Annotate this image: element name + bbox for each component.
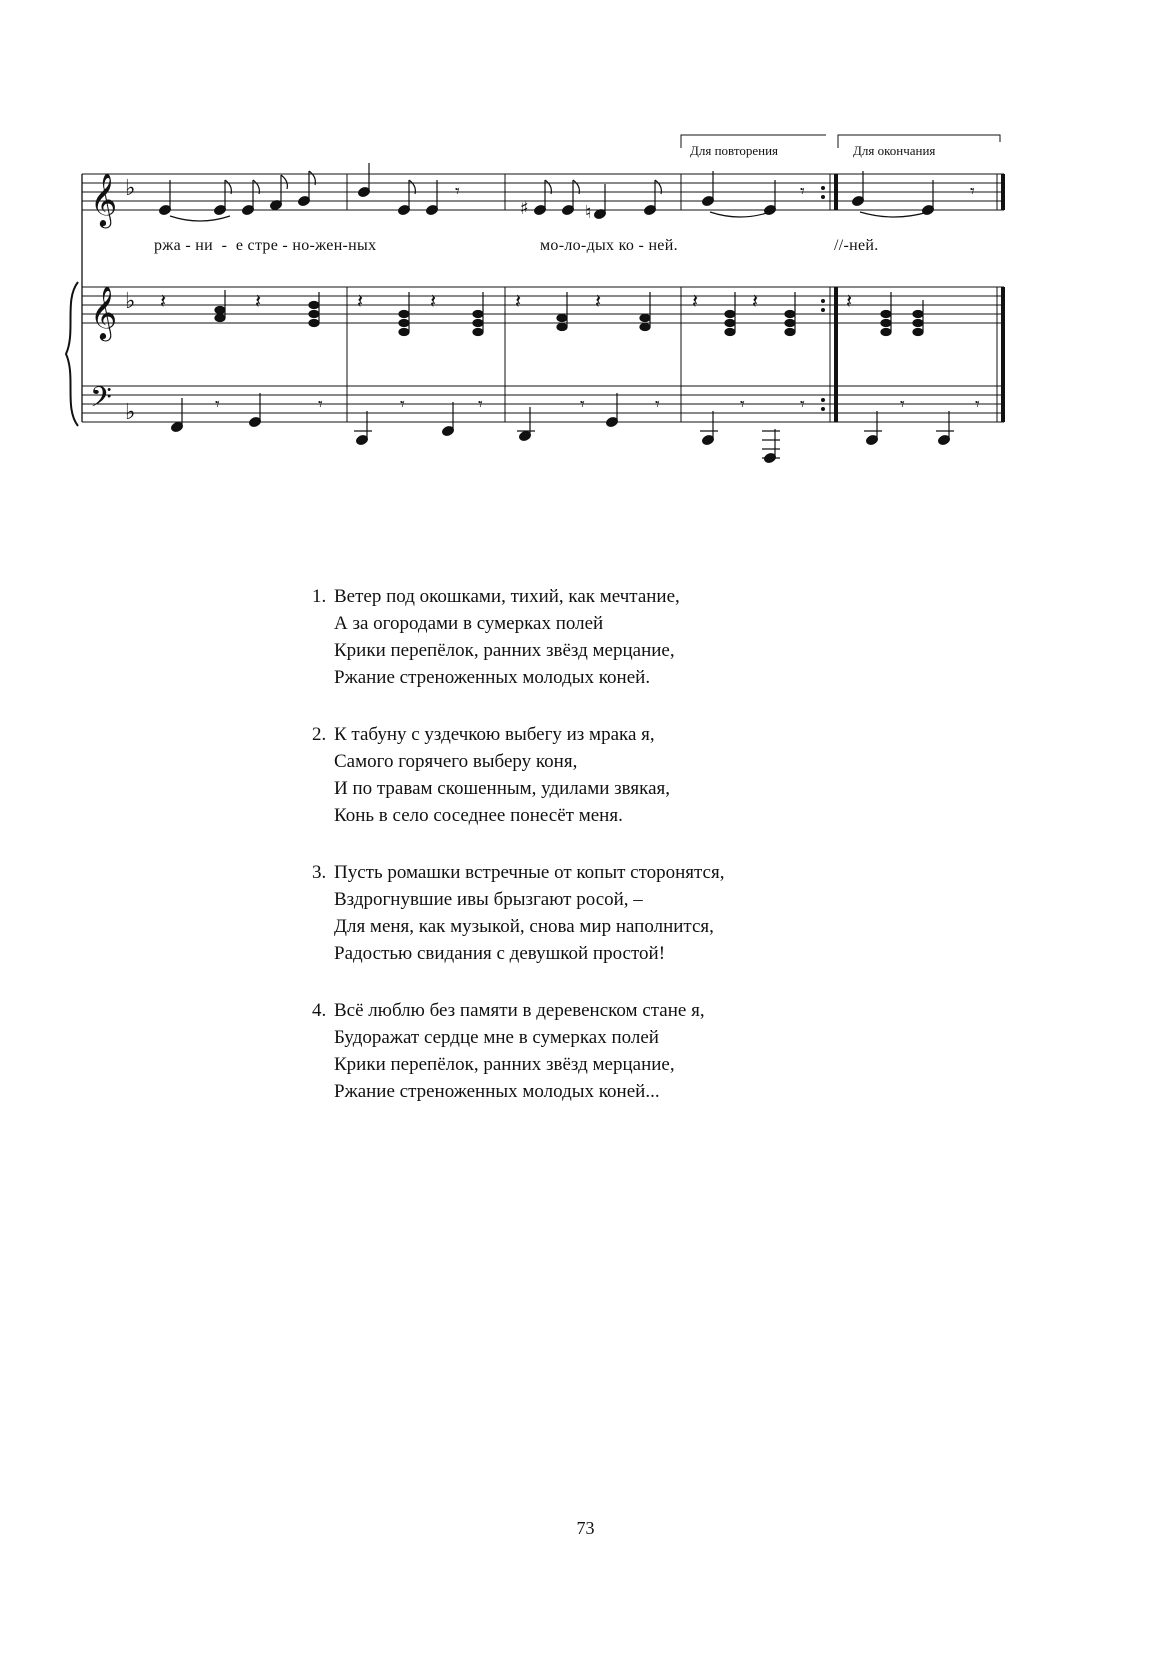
svg-text:𝄽: 𝄽: [515, 289, 522, 313]
page-number: 73: [576, 1518, 595, 1538]
verse-1: [312, 583, 724, 691]
verse-2: [312, 721, 724, 829]
verses: [312, 583, 724, 1135]
svg-text:𝄾: 𝄾: [655, 394, 660, 415]
svg-text:𝄽: 𝄽: [160, 289, 167, 313]
piano-brace: [66, 282, 78, 426]
verse-line: Ржание стреноженных молодых коней.: [334, 667, 651, 688]
svg-text:𝄽: 𝄽: [430, 289, 437, 313]
verse-line: Всё люблю без памяти в деревенском стане я,: [334, 1000, 705, 1021]
piano-bass-staff: [82, 386, 1004, 422]
verse-line: Ржание стреноженных молодых коней...: [334, 1081, 660, 1102]
svg-text:𝄾: 𝄾: [740, 394, 745, 415]
repeat-dots: [821, 186, 825, 411]
verse-line: Вздрогнувшие ивы брызгают росой, –: [334, 889, 643, 910]
svg-text:𝄽: 𝄽: [357, 289, 364, 313]
lyrics-part-3: //-ней.: [834, 237, 879, 254]
music-score: [0, 0, 1171, 470]
flat-icon: ♭: [125, 176, 136, 201]
verse-line: Радостью свидания с девушкой простой!: [334, 943, 666, 964]
svg-text:𝄾: 𝄾: [975, 394, 980, 415]
verse-line: Ветер под окошками, тихий, как мечтание,: [334, 586, 680, 607]
flat-icon: ♭: [125, 289, 136, 314]
verse-line: Крики перепёлок, ранних звёзд мерцание,: [334, 1054, 675, 1075]
verse-line: Пусть ромашки встречные от копыт сторонятся,: [334, 862, 725, 883]
vocal-staff: [82, 174, 1004, 210]
svg-text:♯: ♯: [520, 198, 529, 219]
verse-line: Самого горячего выберу коня,: [334, 751, 578, 772]
verse-line: Крики перепёлок, ранних звёзд мерцание,: [334, 640, 675, 661]
verse-number: 1.: [312, 586, 327, 607]
verse-3: [312, 859, 724, 967]
svg-text:𝄾: 𝄾: [400, 394, 405, 415]
verse-line: Для меня, как музыкой, снова мир наполнится,: [334, 916, 714, 937]
svg-text:♮: ♮: [585, 202, 592, 223]
svg-text:𝄽: 𝄽: [255, 289, 262, 313]
lyrics-part-1: ржа - ни - е стре - но-жен-ных: [154, 237, 377, 254]
barlines: [347, 174, 1003, 422]
svg-text:𝄽: 𝄽: [846, 289, 853, 313]
treble-clef-icon: 𝄞: [90, 285, 118, 339]
svg-text:𝄾: 𝄾: [970, 181, 975, 202]
verse-4: [312, 997, 724, 1105]
verse-number: 4.: [312, 1000, 327, 1021]
bass-clef-icon: 𝄢: [90, 381, 112, 421]
volta-first-ending-label: Для повторения: [690, 143, 779, 158]
svg-text:𝄽: 𝄽: [752, 289, 759, 313]
svg-text:𝄽: 𝄽: [692, 289, 699, 313]
verse-number: 3.: [312, 862, 327, 883]
svg-text:𝄾: 𝄾: [900, 394, 905, 415]
verse-line: К табуну с уздечкою выбегу из мрака я,: [334, 724, 655, 745]
lyrics-part-2: мо-ло-дых ко - ней.: [540, 237, 678, 254]
treble-clef-icon: 𝄞: [90, 172, 118, 226]
volta-second-ending-label: Для окончания: [853, 143, 936, 158]
svg-text:𝄾: 𝄾: [215, 394, 220, 415]
verse-line: А за огородами в сумерках полей: [334, 613, 604, 634]
svg-text:𝄾: 𝄾: [318, 394, 323, 415]
verse-number: 2.: [312, 724, 327, 745]
verse-line: Будоражат сердце мне в сумерках полей: [334, 1027, 659, 1048]
svg-text:𝄾: 𝄾: [478, 394, 483, 415]
verse-line: Конь в село соседнее понесёт меня.: [334, 805, 623, 826]
svg-text:𝄾: 𝄾: [800, 181, 805, 202]
flat-icon: ♭: [125, 400, 136, 425]
svg-text:𝄾: 𝄾: [455, 181, 460, 202]
svg-text:𝄾: 𝄾: [580, 394, 585, 415]
svg-text:𝄾: 𝄾: [800, 394, 805, 415]
svg-text:𝄽: 𝄽: [595, 289, 602, 313]
verse-line: И по травам скошенным, удилами звякая,: [334, 778, 670, 799]
